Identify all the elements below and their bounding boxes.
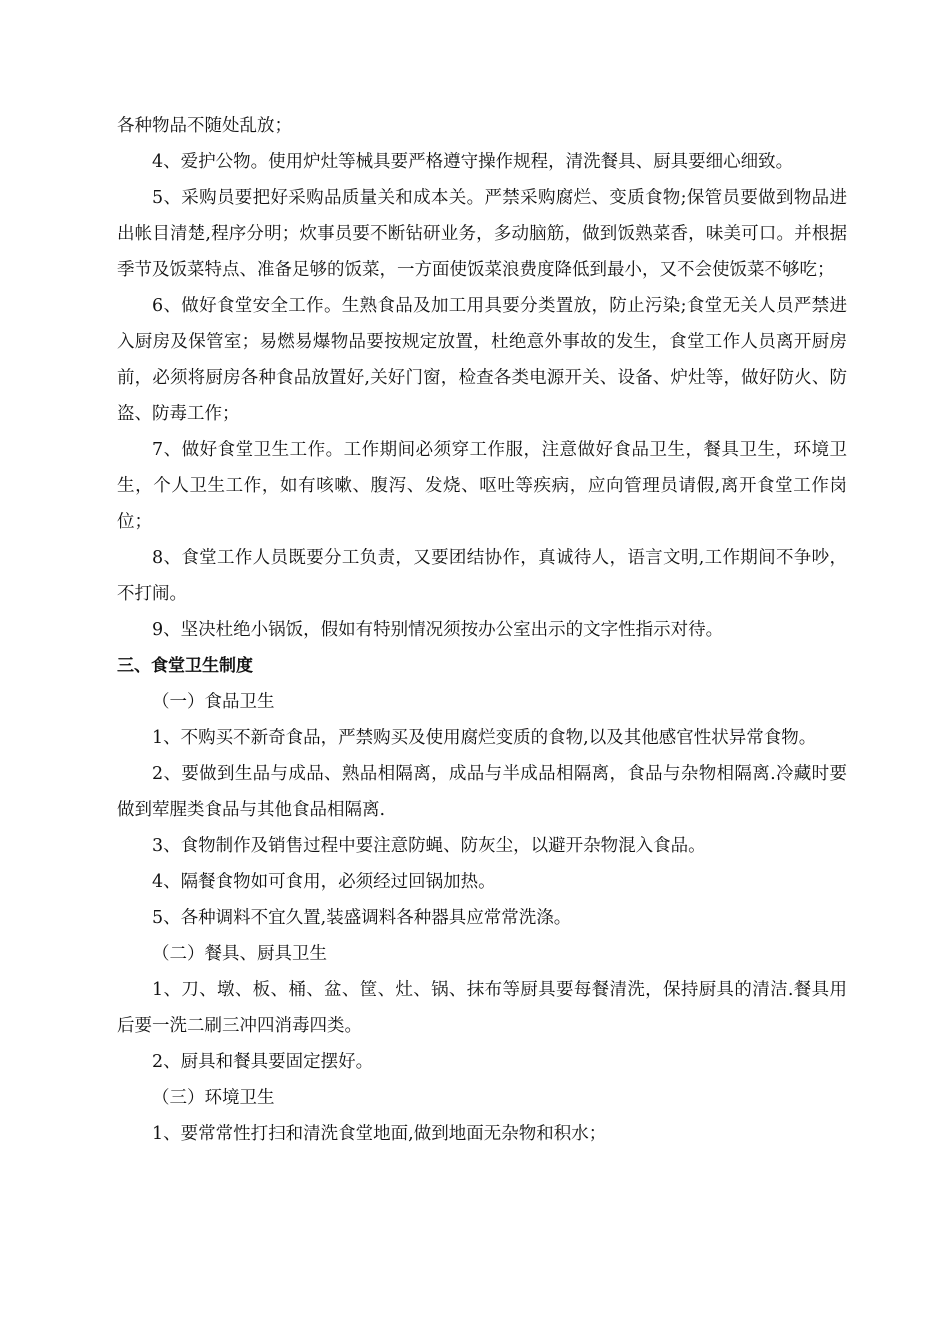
paragraph: 6、做好食堂安全工作。生熟食品及加工用具要分类置放，防止污染;食堂无关人员严禁进入厨房及保管室；易燃易爆物品要按规定放置，杜绝意外事故的发生，食堂工作人员离开厨房前，必须将厨房各种食品放置好,关好门窗，检查各类电源开关、设备、炉灶等，做好防火、防盗、防毒工作； [117,296,847,424]
paragraph: 9、坚决杜绝小锅饭，假如有特别情况须按办公室出示的文字性指示对待。 [152,620,724,640]
paragraph: 5、各种调料不宜久置,装盛调料各种器具应常常洗涤。 [152,908,572,928]
subsection-heading: （二）餐具、厨具卫生 [152,944,327,964]
paragraph: 4、爱护公物。使用炉灶等械具要严格遵守操作规程，清洗餐具、厨具要细心细致。 [152,152,794,172]
paragraph: 2、要做到生品与成品、熟品相隔离，成品与半成品相隔离，食品与杂物相隔离.冷藏时要做到荤腥类食品与其他食品相隔离. [117,764,847,820]
paragraph: 3、食物制作及销售过程中要注意防蝇、防灰尘，以避开杂物混入食品。 [152,836,706,856]
subsection-heading: （三）环境卫生 [152,1088,275,1108]
paragraph: 8、食堂工作人员既要分工负责，又要团结协作，真诚待人，语言文明,工作期间不争吵，不打闹。 [117,548,847,604]
paragraph: 1、要常常性打扫和清洗食堂地面,做到地面无杂物和积水； [152,1124,607,1144]
paragraph: 5、采购员要把好采购品质量关和成本关。严禁采购腐烂、变质食物;保管员要做到物品进出帐目清楚,程序分明；炊事员要不断钻研业务，多动脑筋，做到饭熟菜香，味美可口。并根据季节及饭菜特点、准备足够的饭菜，一方面使饭菜浪费度降低到最小，又不会使饭菜不够吃； [117,188,847,280]
subsection-heading: （一）食品卫生 [152,692,275,712]
paragraph: 4、隔餐食物如可食用，必须经过回锅加热。 [152,872,496,892]
paragraph: 1、刀、墩、板、桶、盆、筐、灶、锅、抹布等厨具要每餐清洗，保持厨具的清洁.餐具用后要一洗二刷三冲四消毒四类。 [117,980,847,1036]
paragraph: 各种物品不随处乱放； [117,116,292,136]
paragraph: 1、不购买不新奇食品，严禁购买及使用腐烂变质的食物,以及其他感官性状异常食物。 [152,728,817,748]
paragraph: 7、做好食堂卫生工作。工作期间必须穿工作服，注意做好食品卫生，餐具卫生，环境卫生，个人卫生工作，如有咳嗽、腹泻、发烧、呕吐等疾病，应向管理员请假,离开食堂工作岗位； [117,440,847,532]
paragraph: 2、厨具和餐具要固定摆好。 [152,1052,374,1072]
document-page [117,108,847,1152]
section-heading: 三、食堂卫生制度 [117,656,253,676]
